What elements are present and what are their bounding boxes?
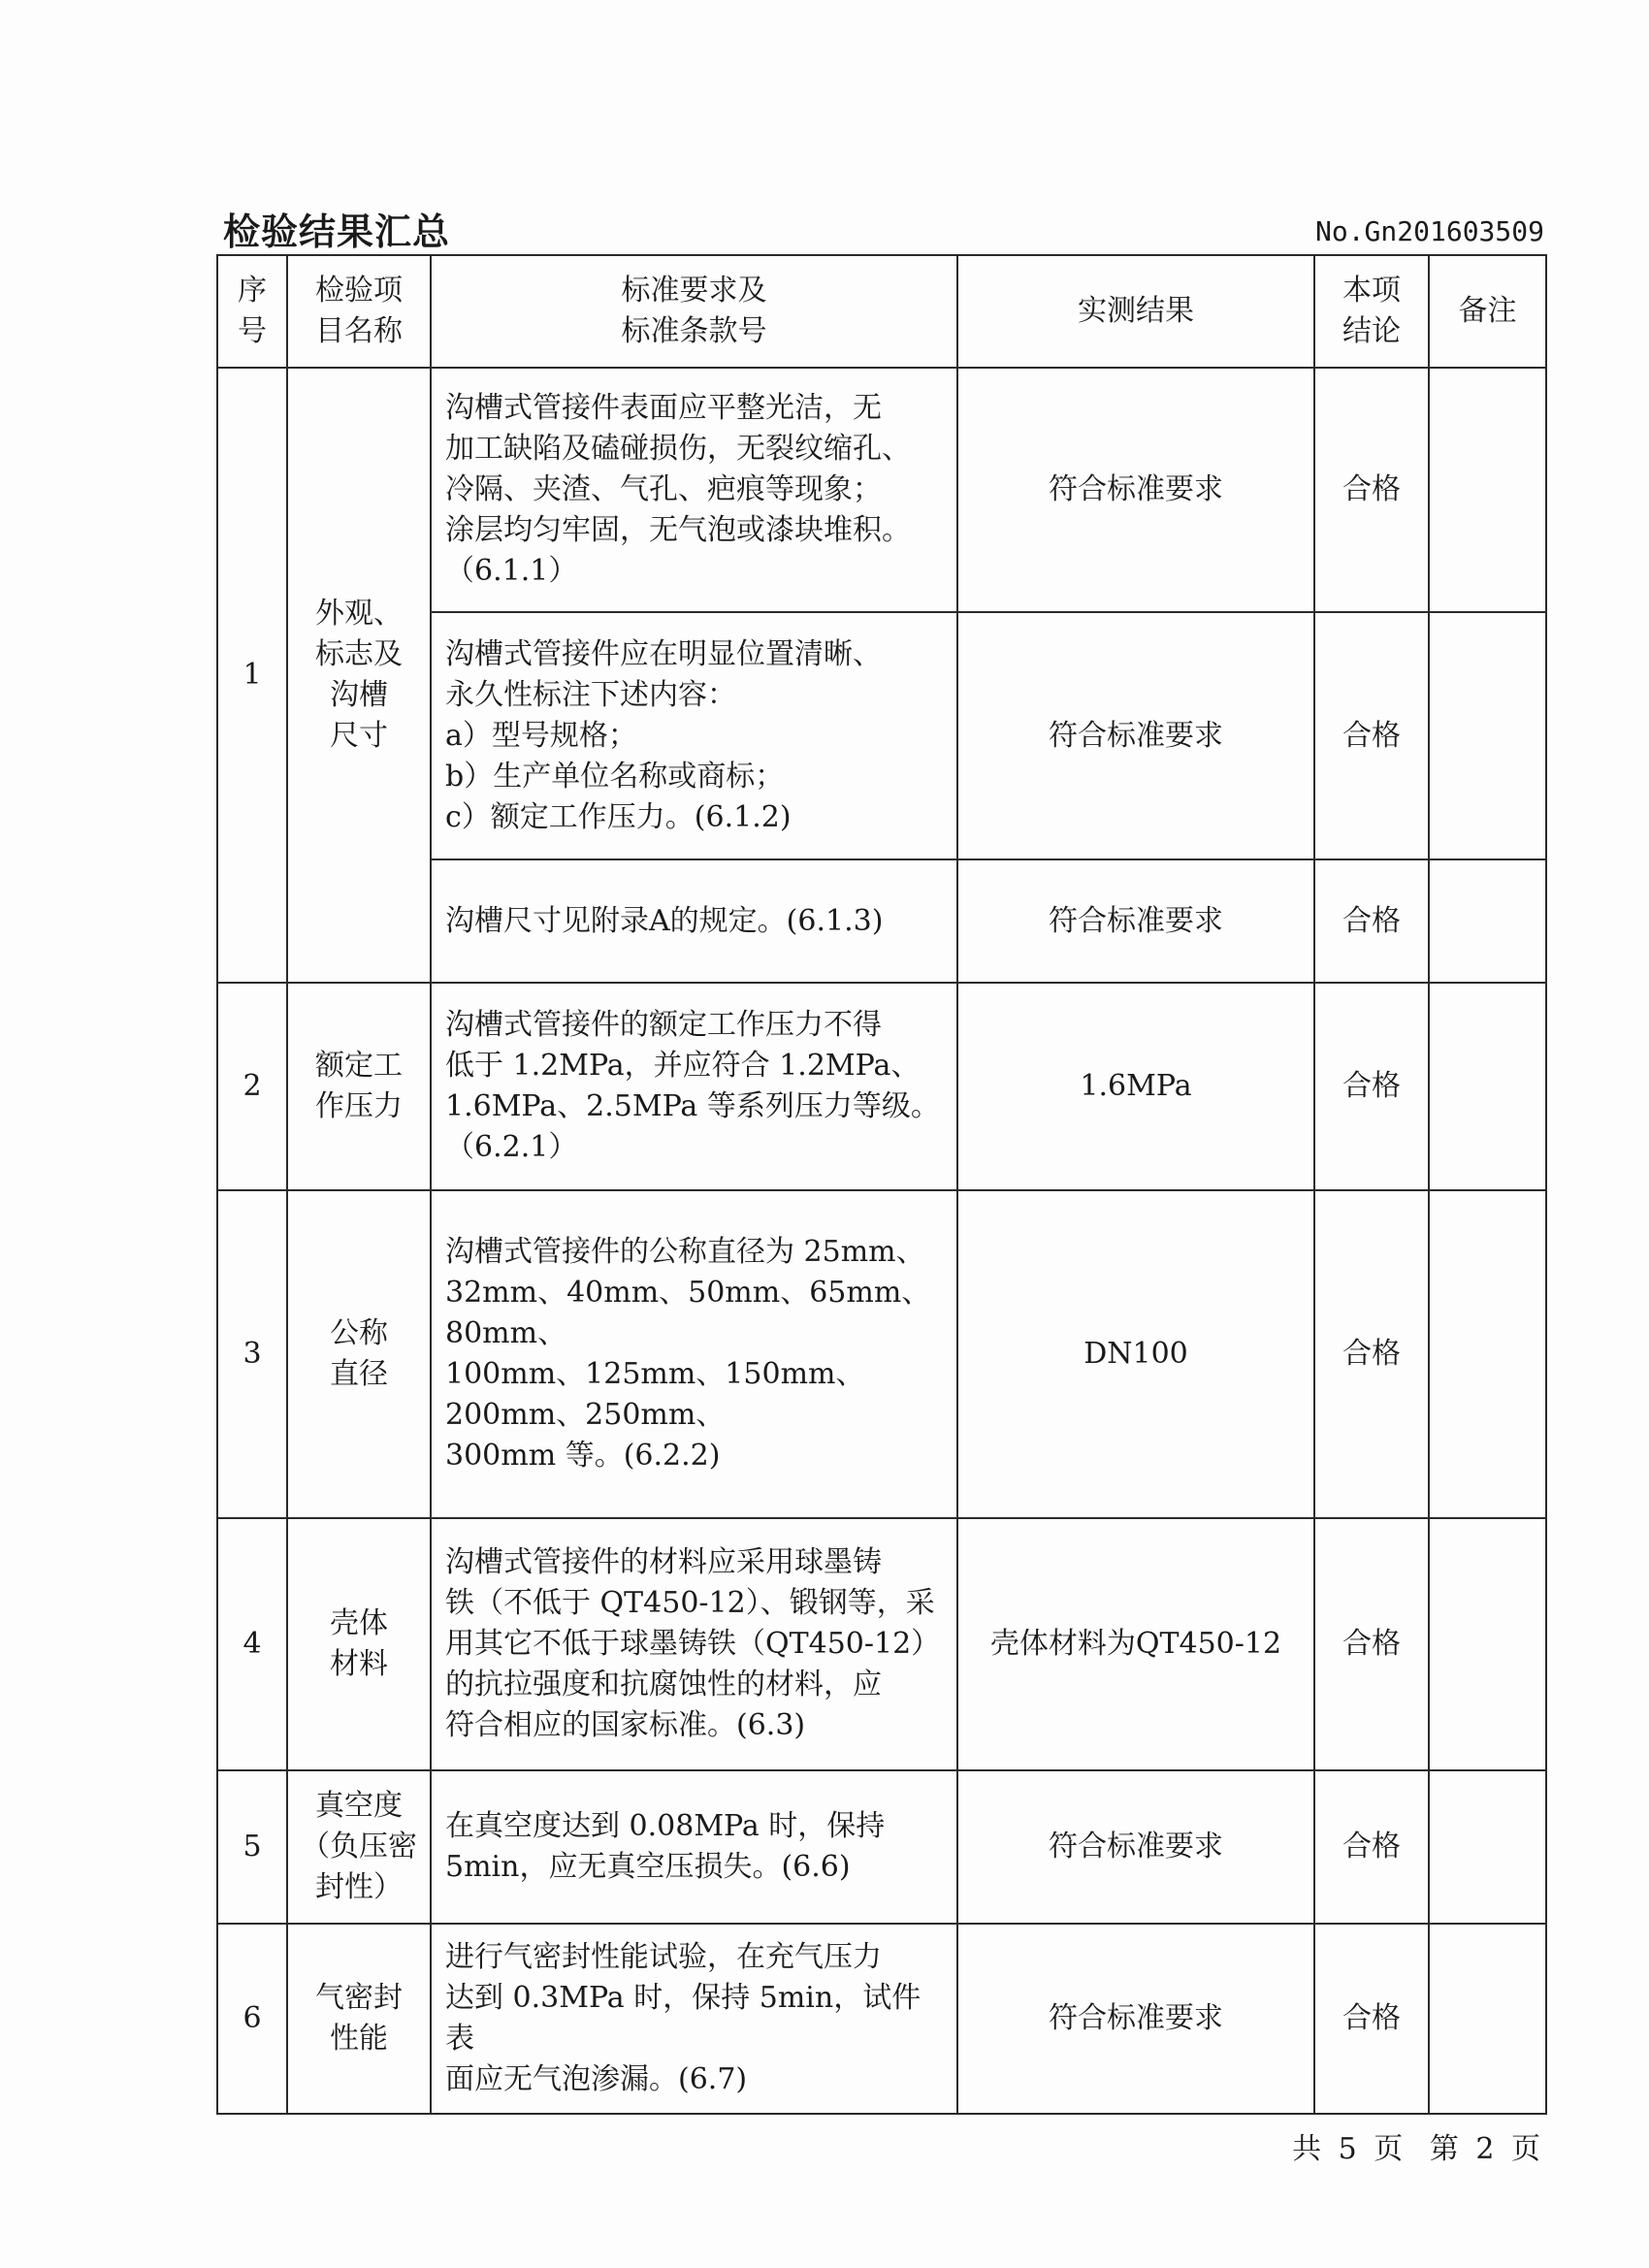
row-conclusion: 合格 [1314, 1518, 1429, 1770]
table-row [217, 1770, 1546, 1924]
row-result: 1.6MPa [957, 983, 1314, 1190]
row-requirement: 沟槽式管接件的材料应采用球墨铸 铁（不低于 QT450-12）、锻钢等，采 用其它不低于球墨铸铁（QT450-12） 的抗拉强度和抗腐蚀性的材料，应 符合相应的国家标准。(6.3) [431, 1518, 957, 1770]
row-conclusion: 合格 [1314, 1190, 1429, 1518]
row-item-name: 气密封 性能 [287, 1924, 431, 2114]
header-remark: 备注 [1429, 255, 1546, 368]
row-conclusion: 合格 [1314, 612, 1429, 859]
row-result: 符合标准要求 [957, 859, 1314, 983]
row-seq: 3 [217, 1190, 287, 1518]
row-requirement: 沟槽尺寸见附录A的规定。(6.1.3) [431, 859, 957, 983]
row-item-name: 额定工 作压力 [287, 983, 431, 1190]
row-requirement: 进行气密封性能试验，在充气压力 达到 0.3MPa 时，保持 5min，试件表 面应无气泡渗漏。(6.7) [431, 1924, 957, 2114]
row-requirement: 沟槽式管接件的公称直径为 25mm、 32mm、40mm、50mm、65mm、80mm、 100mm、125mm、150mm、200mm、250mm、 300mm 等。(6.2.2) [431, 1190, 957, 1518]
row-seq: 2 [217, 983, 287, 1190]
header-conclusion: 本项 结论 [1314, 255, 1429, 368]
row-conclusion: 合格 [1314, 983, 1429, 1190]
row-result: DN100 [957, 1190, 1314, 1518]
row-remark [1429, 1924, 1546, 2114]
row-remark [1429, 859, 1546, 983]
row-remark [1429, 1770, 1546, 1924]
table-row [217, 368, 1546, 612]
row-result: 符合标准要求 [957, 612, 1314, 859]
row-requirement: 在真空度达到 0.08MPa 时，保持 5min，应无真空压损失。(6.6) [431, 1770, 957, 1924]
row-result: 壳体材料为QT450-12 [957, 1518, 1314, 1770]
table-row [217, 1190, 1546, 1518]
table-row [217, 1924, 1546, 2114]
results-table [216, 254, 1547, 2115]
row-remark [1429, 612, 1546, 859]
row-requirement: 沟槽式管接件表面应平整光洁，无 加工缺陷及磕碰损伤，无裂纹缩孔、 冷隔、夹渣、气孔、疤痕等现象； 涂层均匀牢固，无气泡或漆块堆积。 （6.1.1） [431, 368, 957, 612]
row-conclusion: 合格 [1314, 1770, 1429, 1924]
page-footer [1282, 2124, 1540, 2167]
report-number: No.Gn201603509 [1314, 215, 1544, 247]
row-item-name: 公称 直径 [287, 1190, 431, 1518]
row-conclusion: 合格 [1314, 368, 1429, 612]
header-standard: 标准要求及 标准条款号 [431, 255, 957, 368]
row-requirement: 沟槽式管接件应在明显位置清晰、 永久性标注下述内容： a）型号规格； b）生产单位名称或商标； c）额定工作压力。(6.1.2) [431, 612, 957, 859]
row-remark [1429, 368, 1546, 612]
row-remark [1429, 1518, 1546, 1770]
row-result: 符合标准要求 [957, 1924, 1314, 2114]
header-measured: 实测结果 [957, 255, 1314, 368]
table-row [217, 983, 1546, 1190]
row-result: 符合标准要求 [957, 1770, 1314, 1924]
row-result: 符合标准要求 [957, 368, 1314, 612]
row-seq: 5 [217, 1770, 287, 1924]
header-seq: 序 号 [217, 255, 287, 368]
row-remark [1429, 983, 1546, 1190]
row-item-name: 真空度 （负压密 封性） [287, 1770, 431, 1924]
table-header-row [217, 255, 1546, 368]
header-item-name: 检验项 目名称 [287, 255, 431, 368]
page-title: 检验结果汇总 [223, 211, 451, 253]
row-seq: 1 [217, 368, 287, 983]
row-seq: 4 [217, 1518, 287, 1770]
row-conclusion: 合格 [1314, 1924, 1429, 2114]
total-pages: 共 5 页 [1292, 2132, 1404, 2166]
row-item-name: 壳体 材料 [287, 1518, 431, 1770]
row-remark [1429, 1190, 1546, 1518]
row-conclusion: 合格 [1314, 859, 1429, 983]
row-requirement: 沟槽式管接件的额定工作压力不得 低于 1.2MPa，并应符合 1.2MPa、 1.6MPa、2.5MPa 等系列压力等级。 （6.2.1） [431, 983, 957, 1190]
table-row [217, 1518, 1546, 1770]
row-seq: 6 [217, 1924, 287, 2114]
current-page: 第 2 页 [1429, 2132, 1540, 2166]
row-item-name: 外观、 标志及 沟槽 尺寸 [287, 368, 431, 983]
